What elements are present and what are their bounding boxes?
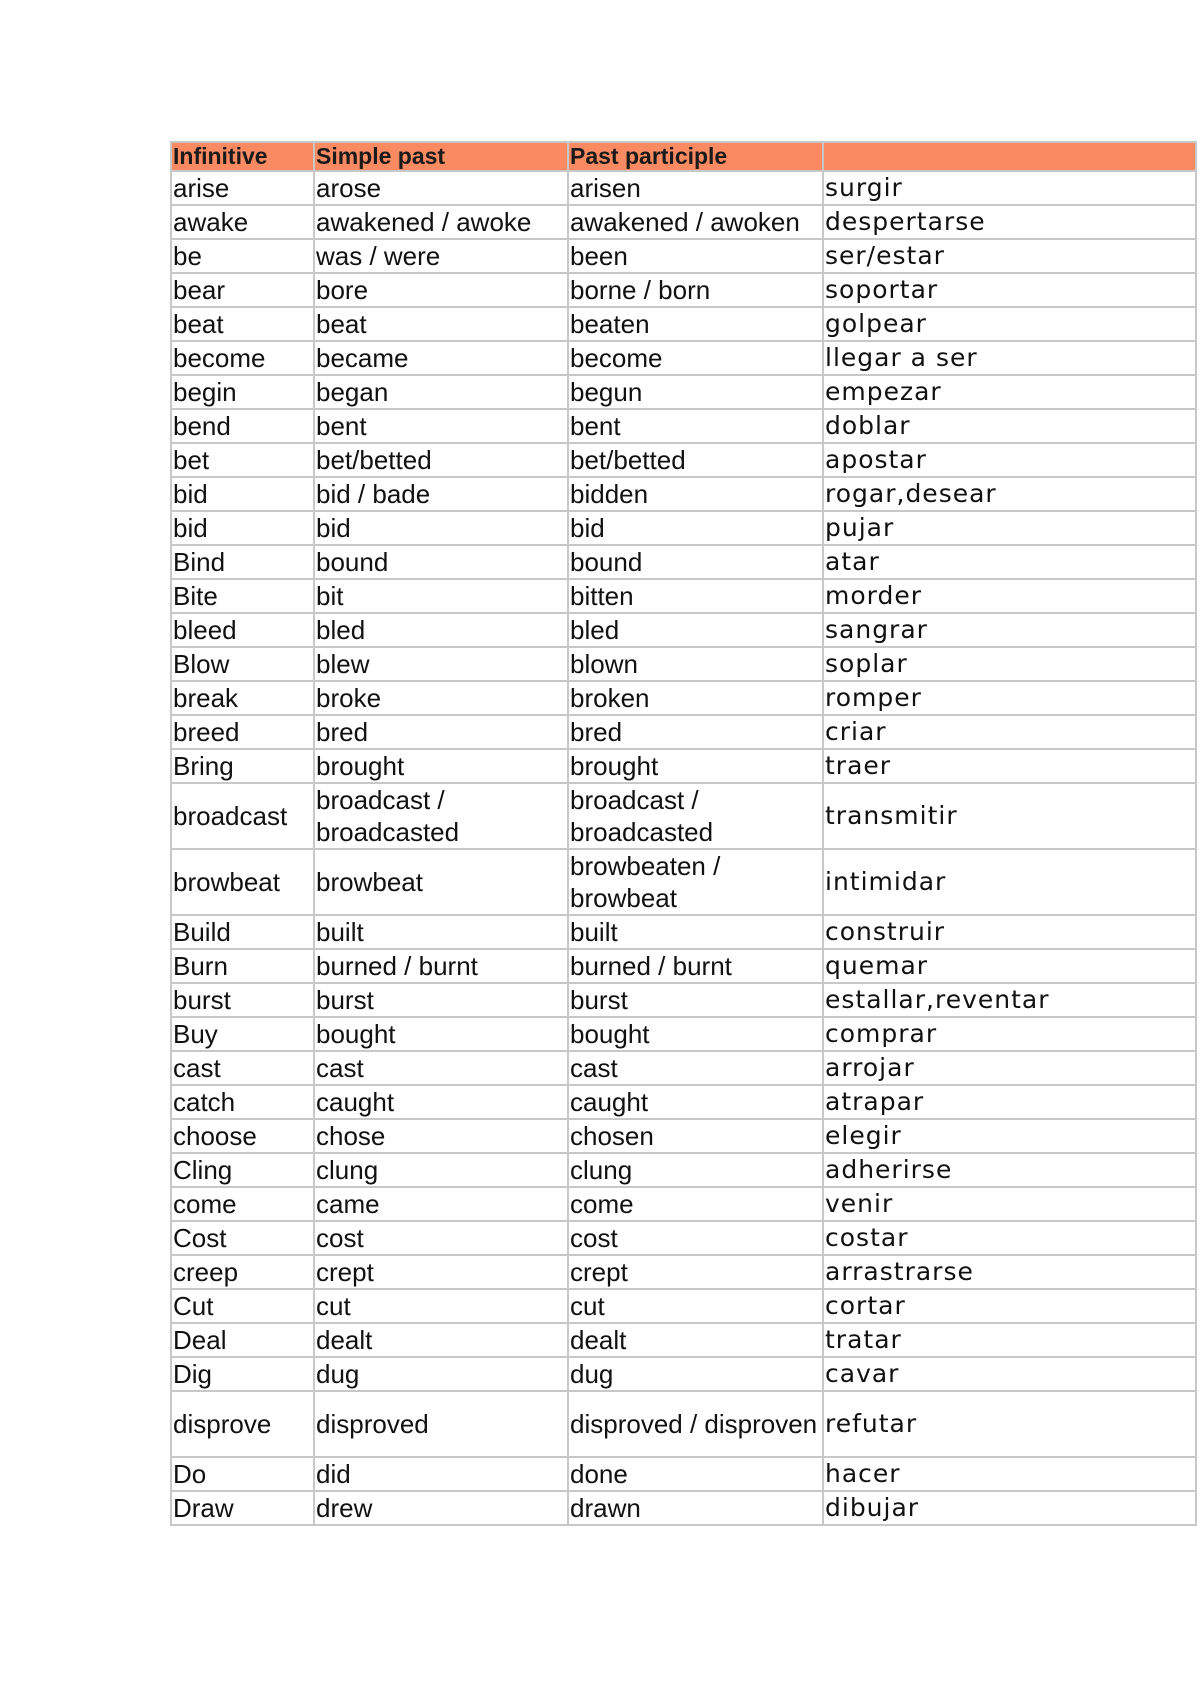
cell-infinitive: broadcast [171, 783, 314, 849]
cell-infinitive: Draw [171, 1491, 314, 1525]
cell-simple-past: beat [314, 307, 568, 341]
cell-infinitive: catch [171, 1085, 314, 1119]
cell-infinitive: creep [171, 1255, 314, 1289]
cell-infinitive: bear [171, 273, 314, 307]
irregular-verbs-table [170, 141, 1197, 1526]
cell-past-participle: crept [568, 1255, 823, 1289]
cell-simple-past: did [314, 1457, 568, 1491]
cell-past-participle: disproved / disproven [568, 1391, 823, 1457]
cell-infinitive: bid [171, 477, 314, 511]
cell-simple-past: bore [314, 273, 568, 307]
cell-translation: intimidar [823, 849, 1196, 915]
table-row [171, 477, 1196, 511]
cell-simple-past: bid [314, 511, 568, 545]
cell-past-participle: built [568, 915, 823, 949]
cell-simple-past: caught [314, 1085, 568, 1119]
cell-infinitive: Bring [171, 749, 314, 783]
cell-past-participle: clung [568, 1153, 823, 1187]
cell-simple-past: broadcast / broadcasted [314, 783, 568, 849]
cell-infinitive: Bite [171, 579, 314, 613]
cell-translation: soportar [823, 273, 1196, 307]
cell-past-participle: done [568, 1457, 823, 1491]
table-header [171, 142, 1196, 171]
cell-past-participle: borne / born [568, 273, 823, 307]
table-row [171, 205, 1196, 239]
cell-translation: venir [823, 1187, 1196, 1221]
cell-past-participle: brought [568, 749, 823, 783]
cell-translation: refutar [823, 1391, 1196, 1457]
cell-translation: llegar a ser [823, 341, 1196, 375]
cell-past-participle: beaten [568, 307, 823, 341]
table-row [171, 783, 1196, 849]
cell-translation: tratar [823, 1323, 1196, 1357]
cell-past-participle: broadcast / broadcasted [568, 783, 823, 849]
cell-past-participle: bled [568, 613, 823, 647]
cell-translation: atar [823, 545, 1196, 579]
cell-infinitive: break [171, 681, 314, 715]
header-translation [823, 142, 1196, 171]
cell-translation: costar [823, 1221, 1196, 1255]
cell-translation: surgir [823, 171, 1196, 205]
cell-translation: romper [823, 681, 1196, 715]
cell-infinitive: Deal [171, 1323, 314, 1357]
cell-infinitive: Cost [171, 1221, 314, 1255]
cell-simple-past: bet/betted [314, 443, 568, 477]
cell-translation: hacer [823, 1457, 1196, 1491]
cell-translation: arrastrarse [823, 1255, 1196, 1289]
cell-infinitive: bend [171, 409, 314, 443]
cell-translation: rogar,desear [823, 477, 1196, 511]
cell-simple-past: brought [314, 749, 568, 783]
table-row [171, 983, 1196, 1017]
cell-past-participle: bid [568, 511, 823, 545]
cell-past-participle: dug [568, 1357, 823, 1391]
cell-past-participle: browbeaten / browbeat [568, 849, 823, 915]
cell-translation: transmitir [823, 783, 1196, 849]
cell-infinitive: arise [171, 171, 314, 205]
header-row [171, 142, 1196, 171]
cell-past-participle: burned / burnt [568, 949, 823, 983]
cell-past-participle: begun [568, 375, 823, 409]
cell-simple-past: arose [314, 171, 568, 205]
cell-simple-past: burst [314, 983, 568, 1017]
table-row [171, 715, 1196, 749]
table-row [171, 915, 1196, 949]
cell-translation: apostar [823, 443, 1196, 477]
cell-simple-past: clung [314, 1153, 568, 1187]
table-row [171, 545, 1196, 579]
table-row [171, 1085, 1196, 1119]
cell-infinitive: begin [171, 375, 314, 409]
cell-simple-past: cost [314, 1221, 568, 1255]
table-row [171, 579, 1196, 613]
table-row [171, 1457, 1196, 1491]
cell-infinitive: Cling [171, 1153, 314, 1187]
cell-translation: adherirse [823, 1153, 1196, 1187]
cell-past-participle: bitten [568, 579, 823, 613]
cell-simple-past: blew [314, 647, 568, 681]
table-row [171, 1391, 1196, 1457]
cell-past-participle: cut [568, 1289, 823, 1323]
cell-translation: arrojar [823, 1051, 1196, 1085]
cell-past-participle: awakened / awoken [568, 205, 823, 239]
table-row [171, 1119, 1196, 1153]
cell-translation: soplar [823, 647, 1196, 681]
cell-translation: cavar [823, 1357, 1196, 1391]
cell-infinitive: Cut [171, 1289, 314, 1323]
cell-simple-past: bid / bade [314, 477, 568, 511]
table-body [171, 171, 1196, 1525]
cell-past-participle: bought [568, 1017, 823, 1051]
cell-simple-past: bent [314, 409, 568, 443]
cell-simple-past: built [314, 915, 568, 949]
table-row [171, 341, 1196, 375]
table-row [171, 1323, 1196, 1357]
header-infinitive: Infinitive [171, 142, 314, 171]
cell-infinitive: bid [171, 511, 314, 545]
table-row [171, 443, 1196, 477]
cell-simple-past: broke [314, 681, 568, 715]
cell-translation: traer [823, 749, 1196, 783]
cell-past-participle: cast [568, 1051, 823, 1085]
cell-past-participle: bound [568, 545, 823, 579]
cell-simple-past: chose [314, 1119, 568, 1153]
cell-past-participle: bent [568, 409, 823, 443]
cell-simple-past: crept [314, 1255, 568, 1289]
cell-infinitive: bleed [171, 613, 314, 647]
cell-simple-past: dealt [314, 1323, 568, 1357]
cell-past-participle: cost [568, 1221, 823, 1255]
cell-simple-past: began [314, 375, 568, 409]
table-row [171, 1017, 1196, 1051]
cell-past-participle: burst [568, 983, 823, 1017]
cell-simple-past: bit [314, 579, 568, 613]
table-row [171, 171, 1196, 205]
cell-translation: pujar [823, 511, 1196, 545]
cell-infinitive: Dig [171, 1357, 314, 1391]
cell-translation: sangrar [823, 613, 1196, 647]
cell-simple-past: drew [314, 1491, 568, 1525]
cell-translation: dibujar [823, 1491, 1196, 1525]
cell-past-participle: dealt [568, 1323, 823, 1357]
cell-infinitive: come [171, 1187, 314, 1221]
header-simple-past: Simple past [314, 142, 568, 171]
cell-simple-past: was / were [314, 239, 568, 273]
table-row [171, 307, 1196, 341]
cell-infinitive: Build [171, 915, 314, 949]
cell-translation: empezar [823, 375, 1196, 409]
table-row [171, 1221, 1196, 1255]
table-row [171, 409, 1196, 443]
cell-simple-past: burned / burnt [314, 949, 568, 983]
table-row [171, 613, 1196, 647]
cell-simple-past: bought [314, 1017, 568, 1051]
cell-past-participle: bet/betted [568, 443, 823, 477]
cell-infinitive: cast [171, 1051, 314, 1085]
cell-past-participle: been [568, 239, 823, 273]
table-row [171, 681, 1196, 715]
cell-past-participle: bidden [568, 477, 823, 511]
table-row [171, 1051, 1196, 1085]
cell-infinitive: burst [171, 983, 314, 1017]
cell-simple-past: dug [314, 1357, 568, 1391]
cell-translation: cortar [823, 1289, 1196, 1323]
cell-simple-past: browbeat [314, 849, 568, 915]
cell-translation: criar [823, 715, 1196, 749]
cell-translation: ser/estar [823, 239, 1196, 273]
cell-infinitive: become [171, 341, 314, 375]
cell-infinitive: breed [171, 715, 314, 749]
table-row [171, 1187, 1196, 1221]
table-row [171, 1289, 1196, 1323]
cell-infinitive: bet [171, 443, 314, 477]
table-row [171, 239, 1196, 273]
cell-past-participle: broken [568, 681, 823, 715]
table-row [171, 1357, 1196, 1391]
table-row [171, 1153, 1196, 1187]
cell-past-participle: bred [568, 715, 823, 749]
cell-past-participle: blown [568, 647, 823, 681]
cell-simple-past: came [314, 1187, 568, 1221]
cell-infinitive: disprove [171, 1391, 314, 1457]
cell-past-participle: chosen [568, 1119, 823, 1153]
cell-translation: elegir [823, 1119, 1196, 1153]
table-row [171, 375, 1196, 409]
cell-simple-past: disproved [314, 1391, 568, 1457]
table-row [171, 949, 1196, 983]
cell-translation: morder [823, 579, 1196, 613]
table-row [171, 1255, 1196, 1289]
cell-simple-past: bound [314, 545, 568, 579]
table-row [171, 1491, 1196, 1525]
cell-simple-past: became [314, 341, 568, 375]
table-row [171, 749, 1196, 783]
cell-translation: quemar [823, 949, 1196, 983]
header-past-participle: Past participle [568, 142, 823, 171]
cell-past-participle: arisen [568, 171, 823, 205]
cell-translation: doblar [823, 409, 1196, 443]
cell-infinitive: Buy [171, 1017, 314, 1051]
cell-simple-past: cut [314, 1289, 568, 1323]
cell-infinitive: Burn [171, 949, 314, 983]
cell-infinitive: Blow [171, 647, 314, 681]
table-row [171, 849, 1196, 915]
cell-translation: despertarse [823, 205, 1196, 239]
cell-translation: construir [823, 915, 1196, 949]
cell-simple-past: cast [314, 1051, 568, 1085]
cell-infinitive: Bind [171, 545, 314, 579]
table-row [171, 647, 1196, 681]
table-row [171, 511, 1196, 545]
cell-translation: comprar [823, 1017, 1196, 1051]
cell-infinitive: Do [171, 1457, 314, 1491]
cell-simple-past: awakened / awoke [314, 205, 568, 239]
cell-past-participle: caught [568, 1085, 823, 1119]
cell-translation: atrapar [823, 1085, 1196, 1119]
cell-past-participle: drawn [568, 1491, 823, 1525]
cell-infinitive: beat [171, 307, 314, 341]
cell-simple-past: bred [314, 715, 568, 749]
cell-infinitive: browbeat [171, 849, 314, 915]
cell-translation: estallar,reventar [823, 983, 1196, 1017]
cell-infinitive: awake [171, 205, 314, 239]
cell-translation: golpear [823, 307, 1196, 341]
cell-past-participle: become [568, 341, 823, 375]
cell-simple-past: bled [314, 613, 568, 647]
cell-past-participle: come [568, 1187, 823, 1221]
cell-infinitive: choose [171, 1119, 314, 1153]
cell-infinitive: be [171, 239, 314, 273]
table-row [171, 273, 1196, 307]
